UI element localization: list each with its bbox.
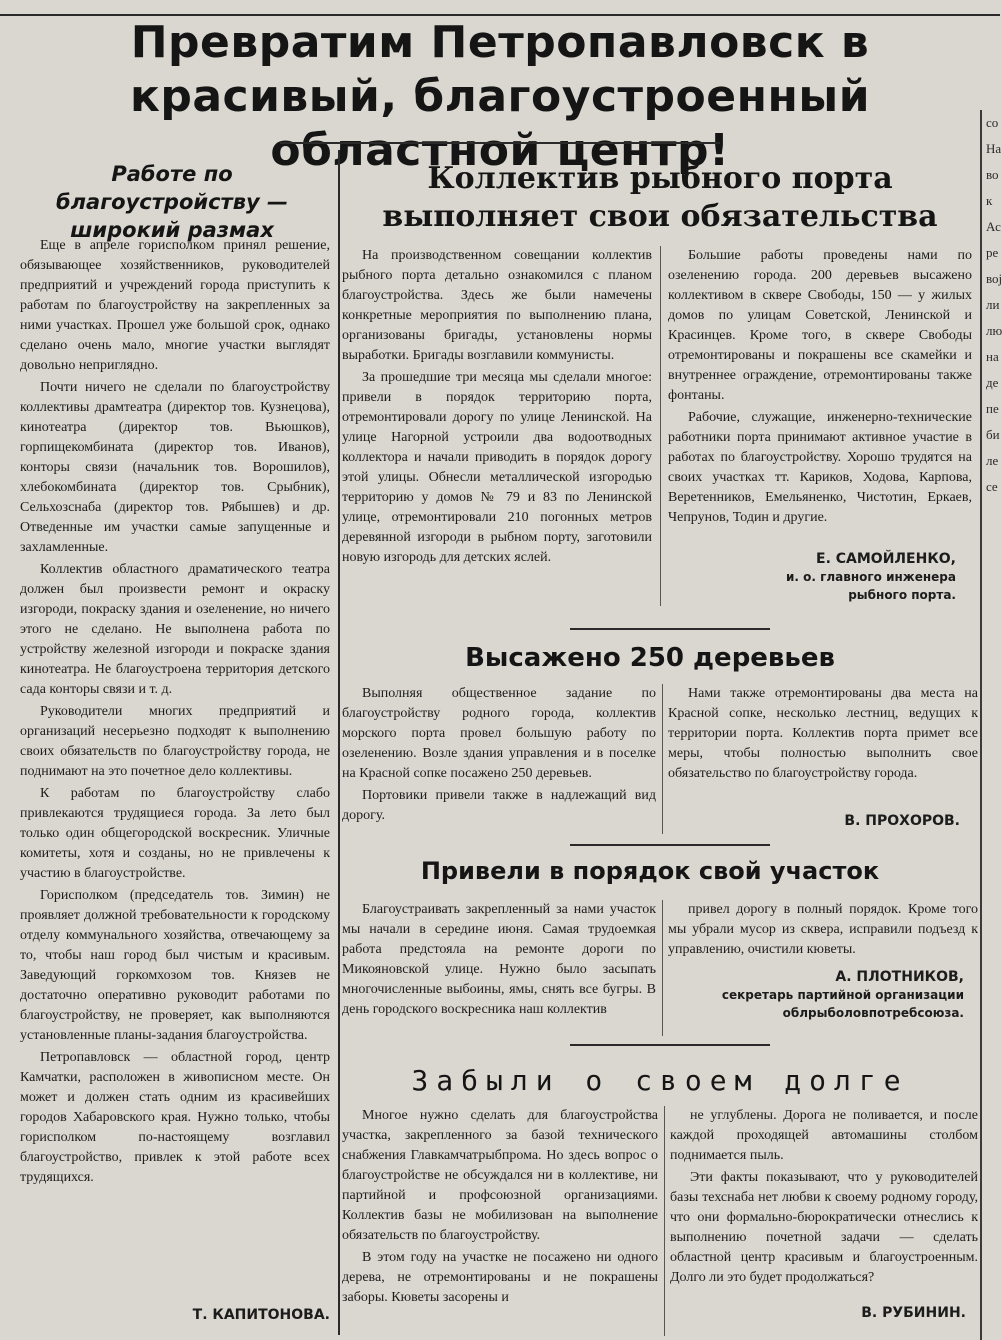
left-article-title: Работе по благоустройству — широкий размах [55,162,288,242]
edge-fragment: Ас [986,219,1001,234]
trees-column-divider [662,684,663,834]
paragraph: На производственном совещании коллектив рыбного порта детально ознакомился с планом благоустройства. Здесь же были намечены конкретные мероприятия по выполнению плана, организованы бригады, установлены нормы выработки. Бригады возглавили коммунисты. [342,248,652,363]
forgot-article-column-2 [670,1106,978,1290]
paragraph: Благоустраивать закрепленный за нами участок мы начали в середине июня. Самая трудоемкая работа предстояла на ремонте дороги по Микояновской улице. Нужно было засыпать многочисленные выбоины, ямы, снять все бугры. В день городского воскресника наш коллектив [342,902,656,1017]
headline-divider [280,142,720,144]
left-article-signature: Т. КАПИТОНОВА. [192,1307,330,1323]
edge-fragment: ле [986,453,999,468]
port-column-divider [660,246,661,606]
edge-fragment: ли [986,297,1000,312]
paragraph: Коллектив областного драматического театра должен был произвести ремонт и окраску изгороди, покраску здания и озеленение, но ничего этого не сделано. Не выполнена работа по устройству железной изгороди и покраске здания кинотеатра. Не благоустроена территория детского сада конторы связи и т. д. [20,562,330,697]
paragraph: Эти факты показывают, что у руководителей базы техснаба нет любви к своему родному городу, что они формально-бюрократически отнеслись к выполнению почетной задачи — сделать областной центр красивым и благоустроенным. Долго ли это будет продолжаться? [670,1170,978,1285]
edge-text-fragments [982,110,1002,500]
left-article-body [20,236,330,1190]
order-article-column-1 [342,900,656,1022]
port-article-column-2 [668,246,972,530]
paragraph: Горисполком (председатель тов. Зимин) не проявляет должной требовательности к городскому отделу коммунального хозяйства, отвечающему за то, чтобы наш город был чистым и красивым. Заведующий горкомхозом тов. Князев не достаточно оперативно руководит работами по благоустройству, не проверяет, как выполняются установленные планы-задания благоустройства. [20,888,330,1043]
paragraph: За прошедшие три месяца мы сделали многое: привели в порядок территорию порта, отремонтировали дорогу по улице Ленинской. На улице Нагорной устроили два водоотводных коллектора и начали приводить в порядок дорогу этой улицы. Обнесли металлической изгородью территорию у домов № 79 и 83 по Ленинской улице, отремонтировали 210 погонных метров деревянной изгороди в рыбном порту, заготовили новую изгородь для детских яслей. [342,370,652,565]
paragraph: Выполняя общественное задание по благоустройству родного города, коллектив морского порта провел большую работу по озеленению. Возле здания управления и в поселке на Красной сопке посажено 250 деревьев. [342,686,656,781]
port-article-title: Коллектив рыбного порта выполняет свои обязательства [382,161,938,234]
order-article-column-2 [668,900,978,962]
edge-fragment: се [986,479,998,494]
edge-fragment: би [986,427,1000,442]
edge-fragment: к [986,193,993,208]
section-divider [570,628,770,630]
paragraph: Нами также отремонтированы два места на Красной сопке, несколько лестниц, ведущих к территории порта. Коллектив порта примет все меры, чтобы полностью выполнить свое обязательство по благоустройству города. [668,686,978,781]
right-column-edge [980,110,1002,1340]
paragraph: Еще в апреле горисполком принял решение, обязывающее хозяйственников, руководителей предприятий и учреждений города приступить к работам по благоустройству на закрепленных за ними участках. Прошел уже большой срок, однако сделано очень мало, многие участки выглядят довольно неприглядно. [20,238,330,373]
forgot-column-divider [664,1106,665,1336]
paragraph: Портовики привели также в надлежащий вид дорогу. [342,788,656,823]
forgot-article-signature: В. РУБИНИН. [861,1305,966,1321]
edge-fragment: лю [986,323,1002,338]
page-headline: Превратим Петропавловск в красивый, благоустроенный областной центр! [129,17,871,176]
trees-article-title: Высажено 250 деревьев [465,643,835,673]
order-article-signature: А. ПЛОТНИКОВ, секретарь партийной организации облрыболовпотребсоюза. [721,969,964,1020]
paragraph: Рабочие, служащие, инженерно-технические работники порта принимают активное участие в работах по благоустройству. Хорошо трудятся на своих участках тт. Кариков, Ходова, Карпова, Веретенников, Емельяненко, Чистотин, Еркаев, Чепрунов, Тодин и другие. [668,410,972,525]
edge-fragment: пе [986,401,999,416]
trees-article-signature: В. ПРОХОРОВ. [844,813,960,829]
order-article-title: Привели в порядок свой участок [420,857,880,885]
paragraph: привел дорогу в полный порядок. Кроме того мы убрали мусор из сквера, исправили подъезд к управлению, очистили кюветы. [668,902,978,957]
forgot-article-column-1 [342,1106,658,1310]
top-border [0,0,1000,16]
section-divider [570,844,770,846]
paragraph: К работам по благоустройству слабо привлекаются трудящиеся города. За лето был только один общегородской воскресник. Уличные комитеты, хотя и созданы, но не привлечены к участию в благоустройстве. [20,786,330,881]
edge-fragment: ре [986,245,999,260]
forgot-article-title: Забыли о своем долге [411,1064,909,1097]
edge-fragment: де [986,375,999,390]
edge-fragment: На [986,141,1002,156]
paragraph: не углублены. Дорога не поливается, и после каждой проходящей автомашины столбом поднимается пыль. [670,1108,978,1163]
port-article-column-1 [342,246,652,570]
order-column-divider [662,900,663,1036]
trees-article-column-1 [342,684,656,828]
edge-fragment: во [986,167,999,182]
edge-fragment: на [986,349,999,364]
paragraph: В этом году на участке не посажено ни одного дерева, не отремонтированы и не покрашены заборы. Кюветы засорены и [342,1250,658,1305]
port-article-signature: Е. САМОЙЛЕНКО, и. о. главного инженера рыбного порта. [786,551,956,602]
paragraph: Почти ничего не сделали по благоустройству коллективы драмтеатра (директор тов. Кузнецова), кинотеатра (директор тов. Вьюшков), горпищекомбината (директор тов. Иванов), конторы связи (начальник тов. Ворошилов), хлебокомбината (директор тов. Срыбник), Сельхозснаба (директор тов. Рябышев) и др. Отведенные им участки самые запущенные и захламленные. [20,380,330,555]
paragraph: Многое нужно сделать для благоустройства участка, закрепленного за базой технического снабжения Главкамчатрыбпрома. Но здесь вопрос о благоустройстве не обсуждался ни в коллективе, ни партийной и профсоюзной организациями. Коллектив базы не мобилизован на выполнение обязательств по благоустройству. [342,1108,658,1243]
column-divider [338,150,340,1335]
section-divider [570,1044,770,1046]
paragraph: Руководители многих предприятий и организаций несерьезно подходят к выполнению своих обязательств по благоустройству города, не поднимают на это почетное дело коллективы. [20,704,330,779]
paragraph: Петропавловск — областной город, центр Камчатки, расположен в живописном месте. Он может и должен стать одним из красивейших городов Хабаровского края. Нужно только, чтобы горисполком по-настоящему возглавил благоустройство, привлек к этой работе всех трудящихся. [20,1050,330,1185]
paragraph: Большие работы проведены нами по озеленению города. 200 деревьев высажено коллективом в сквере Свободы, 150 — у жилых домов по улицам Советской, Ленинской и Красинцев. Кроме того, в сквере Свободы отремонтированы и покрашены все скамейки и внутреннее ограждение, отремонтированы также фонтаны. [668,248,972,403]
trees-article-column-2 [668,684,978,786]
edge-fragment: со [986,115,999,130]
edge-fragment: вој [986,271,1002,286]
